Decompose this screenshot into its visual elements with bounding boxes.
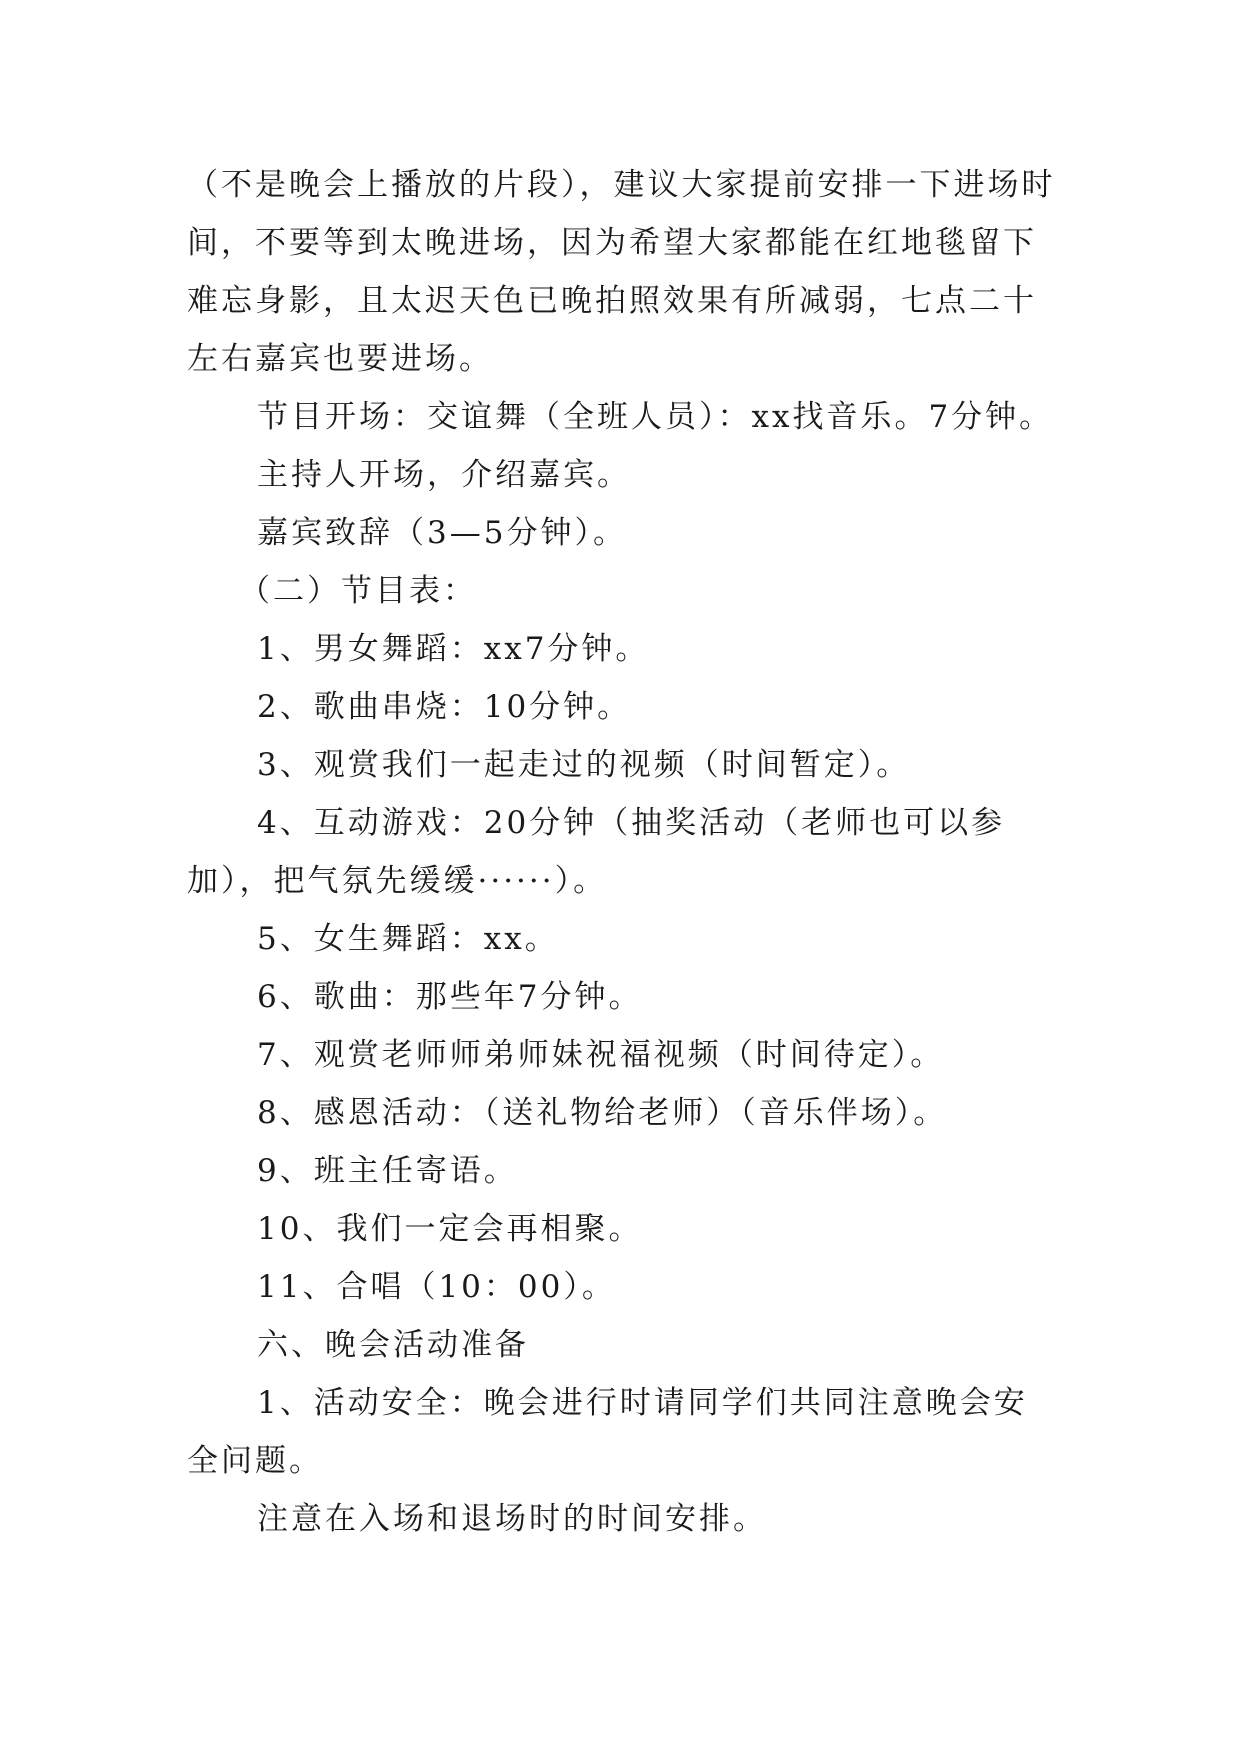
program-item-1: 1、男女舞蹈：xx7分钟。 (257, 631, 650, 667)
paragraph-host-opening: 主持人开场，介绍嘉宾。 (257, 457, 631, 493)
program-item-4: 4、互动游戏：20分钟（抽奖活动（老师也可以参加），把气氛先缓缓······）。 (187, 805, 1006, 899)
program-item-9: 9、班主任寄语。 (257, 1153, 518, 1189)
program-item-5: 5、女生舞蹈：xx。 (257, 921, 559, 957)
paragraph-guest-speech: 嘉宾致辞（3—5分钟）。 (257, 515, 627, 551)
paragraph-opening-dance: 节目开场：交谊舞（全班人员）：xx找音乐。7分钟。 (257, 399, 1054, 435)
program-item-10: 10、我们一定会再相聚。 (257, 1211, 643, 1247)
program-item-7: 7、观赏老师师弟师妹祝福视频（时间待定）。 (257, 1037, 945, 1073)
program-item-2: 2、歌曲串烧：10分钟。 (257, 689, 632, 725)
section-heading-program: （二）节目表： (239, 573, 477, 609)
document-body (187, 156, 1057, 1548)
program-item-8: 8、感恩活动：（送礼物给老师）（音乐伴场）。 (257, 1095, 948, 1131)
program-item-11: 11、合唱（10：00）。 (257, 1269, 616, 1305)
preparation-item-safety: 1、活动安全：晚会进行时请同学们共同注意晚会安全问题。 (187, 1385, 1028, 1479)
paragraph-intro-continuation: （不是晚会上播放的片段），建议大家提前安排一下进场时间，不要等到太晚进场，因为希望大家都能在红地毯留下难忘身影，且太迟天色已晚拍照效果有所减弱，七点二十左右嘉宾也要进场。 (187, 167, 1056, 377)
program-item-6: 6、歌曲：那些年7分钟。 (257, 979, 643, 1015)
preparation-note-timing: 注意在入场和退场时的时间安排。 (257, 1501, 767, 1537)
section-heading-preparation: 六、晚会活动准备 (257, 1327, 529, 1363)
program-item-3: 3、观赏我们一起走过的视频（时间暂定）。 (257, 747, 911, 783)
